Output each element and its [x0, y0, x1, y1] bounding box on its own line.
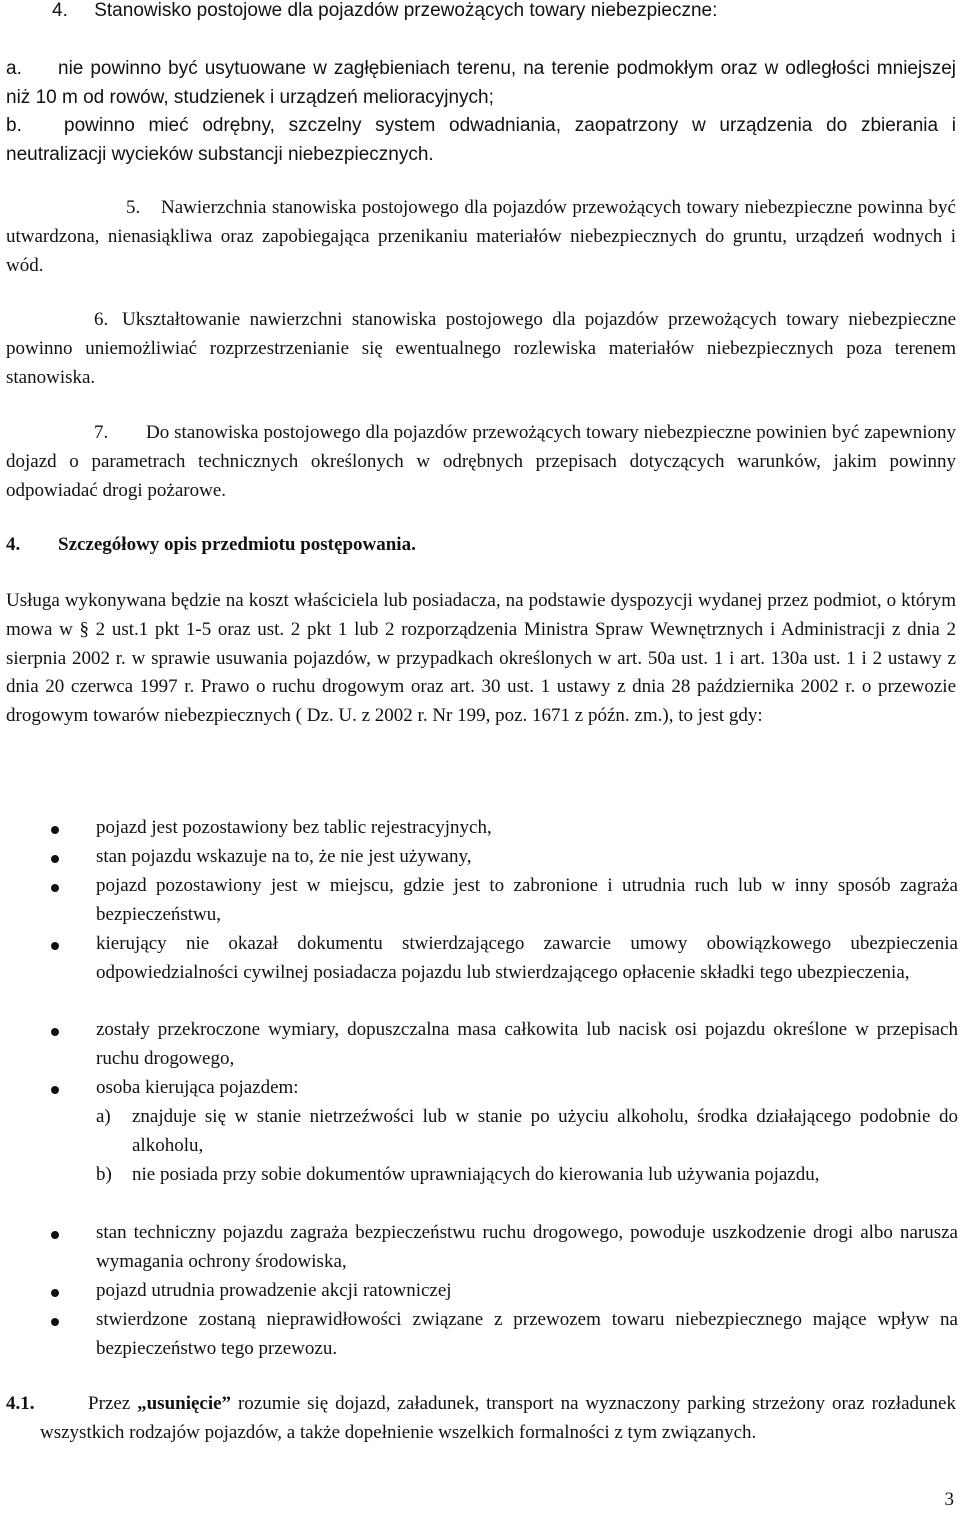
list-item: osoba kierująca pojazdem: — [96, 1077, 299, 1098]
section-4-1-text — [40, 1390, 956, 1448]
sub-item-text: znajduje się w stanie nietrzeźwości lub w stanie po użyciu alkoholu, środka działającego podobnie do alkoholu, — [132, 1106, 958, 1156]
bullet-dot — [51, 942, 59, 950]
section-4-1-pre: Przez — [88, 1393, 138, 1414]
item-6-number: 6. — [94, 309, 109, 330]
list-item: zostały przekroczone wymiary, dopuszczalna masa całkowita lub nacisk osi pojazdu określone w przepisach ruchu drogowego, — [96, 1019, 958, 1069]
bullet-dot — [51, 855, 59, 863]
sub-item-label: b) — [96, 1164, 112, 1185]
item-4-heading — [52, 0, 952, 26]
bullet-dot — [51, 1289, 59, 1297]
item-7-number: 7. — [94, 422, 109, 443]
item-4a-text: nie powinno być usytuowane w zagłębieniach terenu, na terenie podmokłym oraz w odległości mniejszej niż 10 m od rowów, studzienek i urządzeń melioracyjnych; — [6, 58, 956, 108]
intro-paragraph: Usługa wykonywana będzie na koszt właściciela lub posiadacza, na podstawie dyspozycji wydanej przez podmiot, o którym mowa w § 2 ust.1 pkt 1-5 oraz ust. 2 pkt 1 lub 2 rozporządzenia Ministra Spraw Wewnętrznych i Administracji z dnia 2 sierpnia 2002 r. w sprawie usuwania pojazdów, w przypadkach określonych w art. 50a ust. 1 i art. 130a ust. 1 i 2 ustawy z dnia 20 czerwca 1997 r. Prawo o ruchu drogowym oraz art. 30 ust. 1 ustawy z dnia 28 października 2002 r. o przewozie drogowym towarów niebezpiecznych ( Dz. U. z 2002 r. Nr 199, poz. 1671 z późn. zm.), to jest gdy: — [6, 590, 956, 727]
item-6 — [6, 306, 956, 392]
item-5-text: Nawierzchnia stanowiska postojowego dla pojazdów przewożących towary niebezpieczne powinna być utwardzona, nienasiąkliwa oraz zapobiegająca przenikaniu materiałów niebezpiecznych do gruntu, urządzeń wodnych i wód. — [6, 197, 956, 276]
list-item: stan pojazdu wskazuje na to, że nie jest używany, — [96, 846, 472, 867]
list-item: pojazd utrudnia prowadzenie akcji ratowniczej — [96, 1280, 452, 1301]
item-4b-label: b. — [6, 115, 22, 136]
bullet-dot — [51, 1028, 59, 1036]
item-5 — [6, 194, 956, 280]
sub-item-b — [96, 1161, 958, 1190]
item-4b — [6, 112, 956, 170]
item-6-text: Ukształtowanie nawierzchni stanowiska postojowego dla pojazdów przewożących towary niebezpieczne powinno uniemożliwiać rozprzestrzenianie się ewentualnego rozlewiska materiałów niebezpiecznych poza terenem stanowiska. — [6, 309, 956, 388]
list-item: pojazd pozostawiony jest w miejscu, gdzie jest to zabronione i utrudnia ruch lub w inny sposób zagraża bezpieczeństwu, — [96, 875, 958, 925]
bullet-dot — [51, 1086, 59, 1094]
section-4-heading — [6, 531, 956, 560]
bullet-dot — [51, 1318, 59, 1326]
sub-item-text: nie posiada przy sobie dokumentów uprawniających do kierowania lub używania pojazdu, — [132, 1164, 820, 1185]
item-4a-label: a. — [6, 58, 22, 79]
item-4-heading-text: 4. Stanowisko postojowe dla pojazdów przewożących towary niebezpieczne: — [52, 0, 718, 21]
section-4-number: 4. — [6, 534, 21, 555]
list-item: stan techniczny pojazdu zagraża bezpieczeństwu ruchu drogowego, powoduje uszkodzenie drogi albo narusza wymagania ochrony środowiska, — [96, 1222, 958, 1272]
section-4-title: Szczegółowy opis przedmiotu postępowania. — [58, 534, 416, 555]
section-4-1-term: „usunięcie” — [137, 1393, 232, 1414]
bullet-dot — [51, 884, 59, 892]
sub-item-a — [96, 1103, 958, 1161]
item-7-text: Do stanowiska postojowego dla pojazdów przewożących towary niebezpieczne powinien być zapewniony dojazd o parametrach technicznych określonych w odrębnych przepisach dotyczących warunków, jakim powinny odpowiadać drogi pożarowe. — [6, 422, 956, 501]
section-4-1-number: 4.1. — [6, 1393, 35, 1414]
item-4b-text: powinno mieć odrębny, szczelny system odwadniania, zaopatrzony w urządzenia do zbierania i neutralizacji wycieków substancji niebezpiecznych. — [6, 115, 956, 165]
list-item: stwierdzone zostaną nieprawidłowości związane z przewozem towaru niebezpiecznego mające wpływ na bezpieczeństwo tego przewozu. — [96, 1309, 958, 1359]
list-item: pojazd jest pozostawiony bez tablic rejestracyjnych, — [96, 817, 492, 838]
list-item: kierujący nie okazał dokumentu stwierdzającego zawarcie umowy obowiązkowego ubezpieczenia odpowiedzialności cywilnej posiadacza pojazdu lub stwierdzającego opłacenie składki tego ubezpieczenia, — [96, 933, 958, 983]
page-number: 3 — [944, 1489, 954, 1510]
bullet-dot — [51, 1231, 59, 1239]
item-4a — [6, 55, 956, 113]
item-7 — [6, 419, 956, 505]
bullet-dot — [51, 826, 59, 834]
item-5-number: 5. — [126, 197, 141, 218]
section-4-1 — [6, 1390, 956, 1448]
section-4-1-post: rozumie się dojazd, załadunek, transport na wyznaczony parking strzeżony oraz rozładunek wszystkich rodzajów pojazdów, a także dopełnienie wszelkich formalności z tym związanych. — [40, 1393, 956, 1443]
sub-item-label: a) — [96, 1106, 111, 1127]
